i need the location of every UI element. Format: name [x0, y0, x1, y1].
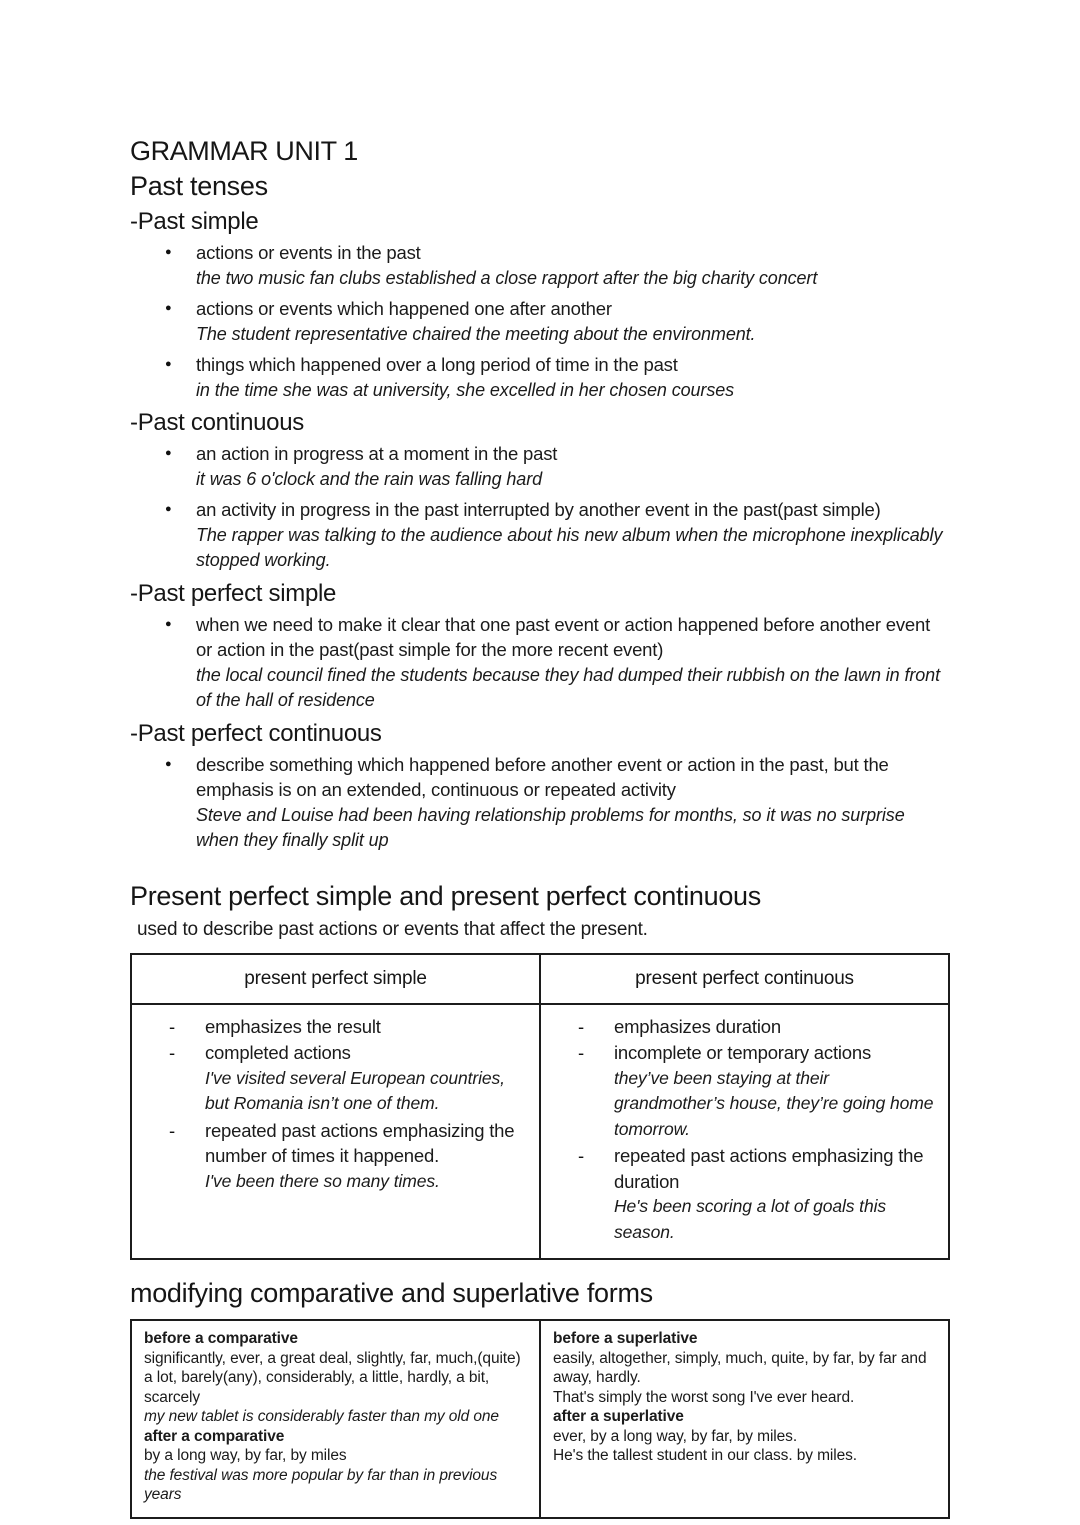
example-text: The student representative chaired the meeting about the environment.	[196, 323, 756, 344]
rule-subheading: after a comparative	[144, 1427, 285, 1445]
rule-text: incomplete or temporary actions	[614, 1042, 872, 1063]
doc-subtitle: Past tenses	[130, 171, 268, 201]
example-text: it was 6 o'clock and the rain was falling hard	[196, 468, 543, 489]
rule-text: an action in progress at a moment in the past	[196, 443, 558, 464]
example-text: I've been there so many times.	[205, 1170, 440, 1191]
table-row	[131, 1004, 949, 1260]
example-text: my new tablet is considerably faster than my old one	[144, 1408, 499, 1425]
dash-item	[140, 1118, 531, 1195]
bullet-icon: ●	[165, 617, 172, 630]
section-heading-past-perfect-continuous: -Past perfect continuous	[130, 719, 382, 747]
rule-text: actions or events which happened one after another	[196, 298, 612, 319]
dash-item	[549, 1014, 940, 1040]
dash-item	[140, 1040, 531, 1117]
example-text: That's simply the worst song I've ever heard.	[553, 1388, 855, 1406]
table-cell-superlative	[540, 1320, 949, 1518]
rule-subheading: before a superlative	[553, 1330, 698, 1347]
table-row	[131, 1320, 949, 1518]
example-text: Steve and Louise had been having relationship problems for months, so it was no surprise when they finally split up	[196, 804, 905, 850]
dash-icon: -	[578, 1015, 585, 1037]
rule-text: when we need to make it clear that one past event or action happened before another event or action in the past(past simple for the more recent event)	[196, 613, 931, 660]
modifying-table	[130, 1319, 950, 1519]
dash-icon: -	[578, 1042, 585, 1063]
dash-item	[140, 1014, 531, 1040]
table-cell-present-perfect-continuous	[540, 1004, 949, 1260]
table-header-present-perfect-continuous: present perfect continuous	[540, 954, 949, 1004]
example-text: I've visited several European countries, but Romania isn’t one of them.	[205, 1067, 505, 1113]
table-cell-present-perfect-simple	[131, 1004, 540, 1260]
rule-subheading: after a superlative	[553, 1408, 684, 1425]
section-heading-past-simple: -Past simple	[130, 208, 259, 235]
rule-text: describe something which happened before another event or action in the past, but the emphasis is on an extended, continuous or repeated activity	[196, 753, 889, 800]
page-title: GRAMMAR UNIT 1	[130, 136, 358, 166]
rule-text: things which happened over a long period of time in the past	[196, 354, 678, 375]
modifier-list: ever, by a long way, by far, by miles.	[553, 1427, 798, 1445]
bullet-icon: ●	[165, 503, 172, 515]
modifying-heading: modifying comparative and superlative forms	[130, 1278, 653, 1308]
rule-subheading: before a comparative	[144, 1330, 298, 1347]
bullet-icon: ●	[165, 447, 172, 459]
bullet-list-past-simple	[130, 240, 950, 403]
example-text: The rapper was talking to the audience about his new album when the microphone inexplicably stopped working.	[196, 524, 943, 570]
rule-text: emphasizes the result	[205, 1015, 381, 1037]
present-perfect-intro: used to describe past actions or events that affect the present.	[137, 918, 648, 940]
table-header-present-perfect-simple: present perfect simple	[131, 954, 540, 1004]
bullet-item	[130, 752, 950, 854]
section-heading-past-continuous: -Past continuous	[130, 409, 304, 436]
dash-icon: -	[169, 1119, 176, 1141]
example-text: the two music fan clubs established a close rapport after the big charity concert	[196, 267, 818, 288]
rule-text: completed actions	[205, 1042, 351, 1063]
bullet-item	[130, 352, 950, 403]
example-text: the local council fined the students because they had dumped their rubbish on the lawn in front of the hall of residence	[196, 664, 940, 710]
bullet-item	[130, 240, 950, 291]
bullet-list-past-continuous	[130, 441, 950, 574]
modifier-list: by a long way, by far, by miles	[144, 1447, 347, 1464]
bullet-icon: ●	[165, 302, 172, 314]
bullet-item	[130, 497, 950, 574]
rule-text: an activity in progress in the past interrupted by another event in the past(past simple)	[196, 499, 881, 520]
bullet-item	[130, 296, 950, 347]
bullet-icon: ●	[165, 358, 172, 370]
bullet-icon: ●	[165, 246, 172, 258]
present-perfect-table	[130, 953, 950, 1261]
dash-icon: -	[169, 1042, 176, 1063]
dash-icon: -	[169, 1015, 176, 1037]
rule-text: actions or events in the past	[196, 242, 421, 263]
rule-text: repeated past actions emphasizing the duration	[614, 1145, 924, 1192]
bullet-list-past-perfect-simple	[130, 612, 950, 714]
section-heading-past-perfect-simple: -Past perfect simple	[130, 579, 337, 607]
dash-icon: -	[578, 1145, 585, 1166]
dash-item	[549, 1143, 940, 1245]
example-text: the festival was more popular by far than in previous years	[144, 1466, 498, 1503]
modifier-list: easily, altogether, simply, much, quite, by far, by far and away, hardly.	[553, 1349, 927, 1386]
example-text: He's the tallest student in our class. by miles.	[553, 1447, 857, 1464]
rule-text: emphasizes duration	[614, 1015, 781, 1037]
rule-text: repeated past actions emphasizing the number of times it happened.	[205, 1119, 515, 1166]
bullet-list-past-perfect-continuous	[130, 752, 950, 854]
bullet-item	[130, 441, 950, 492]
example-text: He's been scoring a lot of goals this season.	[614, 1196, 887, 1242]
bullet-item	[130, 612, 950, 714]
modifier-list: significantly, ever, a great deal, slightly, far, much,(quite) a lot, barely(any), considerably, a little, hardly, a bit, scarcely	[144, 1349, 521, 1406]
example-text: in the time she was at university, she excelled in her chosen courses	[196, 379, 735, 400]
present-perfect-heading: Present perfect simple and present perfect continuous	[130, 880, 761, 911]
bullet-icon: ●	[165, 757, 172, 770]
dash-item	[549, 1040, 940, 1142]
example-text: they’ve been staying at their grandmother’s house, they’re going home tomorrow.	[614, 1067, 934, 1139]
table-cell-comparative	[131, 1320, 540, 1518]
